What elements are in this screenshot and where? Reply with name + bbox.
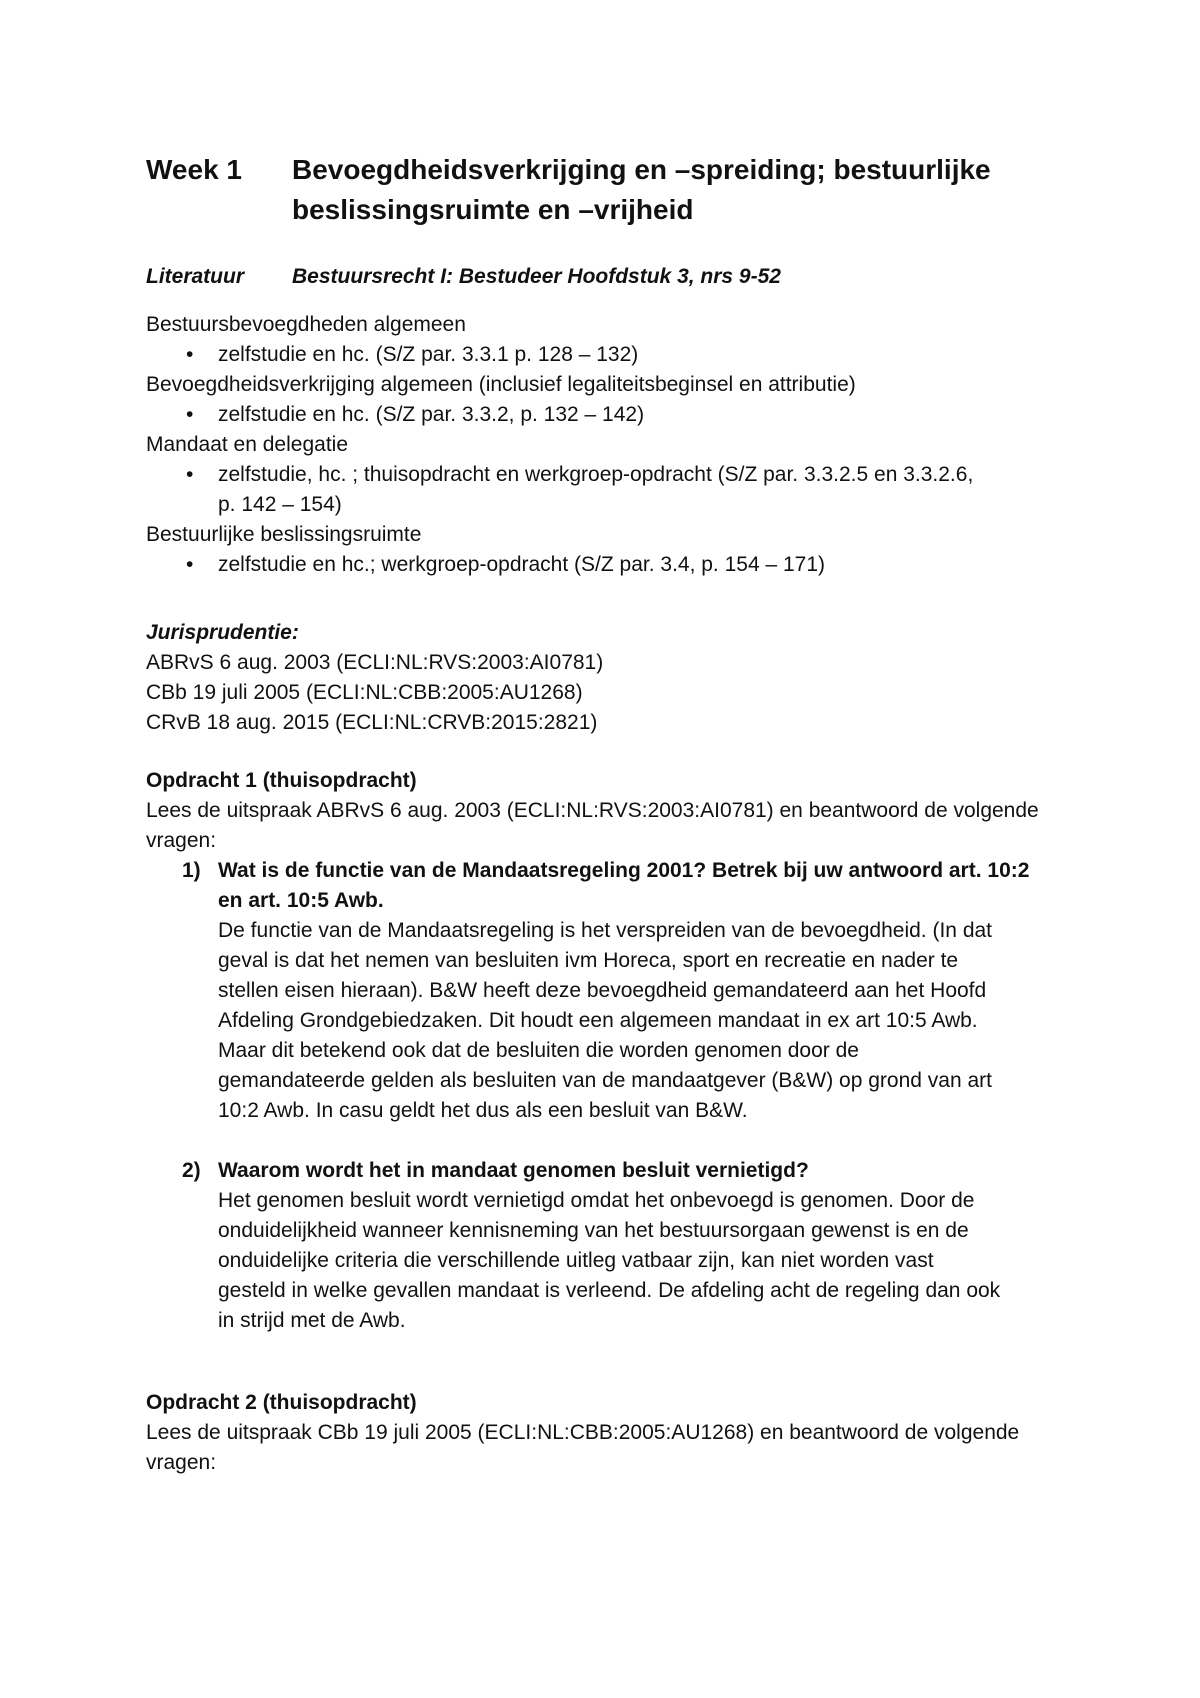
spacer [146,1126,1066,1156]
answer-2 [146,1186,1066,1336]
week-title: Bevoegdheidsverkrijging en –spreiding; bestuurlijke beslissingsruimte en –vrijheid [292,154,991,225]
answer-line: gesteld in welke gevallen mandaat is verleend. De afdeling acht de regeling dan ook [218,1279,1001,1302]
question-number: 1) [182,859,201,882]
topic-bullet: • zelfstudie en hc.; werkgroep-opdracht (S/Z par. 3.4, p. 154 – 171) [146,550,1066,580]
topic-heading: Bestuursbevoegdheden algemeen [146,313,466,336]
case-reference: ABRvS 6 aug. 2003 (ECLI:NL:RVS:2003:AI0781) [146,651,604,674]
assignment-intro: Lees de uitspraak ABRvS 6 aug. 2003 (ECLI:NL:RVS:2003:AI0781) en beantwoord de volgende [146,799,1039,822]
question-text: Waarom wordt het in mandaat genomen besluit vernietigd? [218,1159,809,1182]
jurisprudence-section [146,618,1066,738]
topic-heading: Bestuurlijke beslissingsruimte [146,523,422,546]
literature-value: Bestuursrecht I: Bestudeer Hoofdstuk 3, nrs 9-52 [292,265,781,288]
assignment-title: Opdracht 1 (thuisopdracht) [146,769,417,792]
question-2 [146,1156,1066,1186]
literature-label: Literatuur [146,265,245,288]
answer-line: onduidelijkheid wanneer kennisneming van het bestuursorgaan gewenst is en de [218,1219,969,1242]
answer-line: De functie van de Mandaatsregeling is het verspreiden van de bevoegdheid. (In dat [218,919,993,942]
answer-line: 10:2 Awb. In casu geldt het dus als een besluit van B&W. [218,1099,748,1122]
topic-heading: Bevoegdheidsverkrijging algemeen (inclusief legaliteitsbeginsel en attributie) [146,373,856,396]
answer-line: Afdeling Grondgebiedzaken. Dit houdt een algemeen mandaat in ex art 10:5 Awb. [218,1009,978,1032]
answer-1 [146,916,1066,1126]
assignment-intro: vragen: [146,1451,217,1474]
question-number: 2) [182,1159,201,1182]
assignment-intro: Lees de uitspraak CBb 19 juli 2005 (ECLI:NL:CBB:2005:AU1268) en beantwoord de volgende [146,1421,1020,1444]
topic-bullet: • zelfstudie en hc. (S/Z par. 3.3.2, p. 132 – 142) [146,400,1066,430]
case-reference: CBb 19 juli 2005 (ECLI:NL:CBB:2005:AU1268) [146,681,583,704]
assignment-intro: vragen: [146,829,217,852]
topic-heading: Mandaat en delegatie [146,433,348,456]
question-1 [146,856,1066,916]
topic-bullet: • zelfstudie, hc. ; thuisopdracht en werkgroep-opdracht (S/Z par. 3.3.2.5 en 3.3.2.6, [146,460,1066,490]
assignment-1 [146,766,1066,1336]
answer-line: geval is dat het nemen van besluiten ivm Horeca, sport en recreatie en nader te [218,949,959,972]
answer-line: Maar dit betekend ook dat de besluiten die worden genomen door de [218,1039,859,1062]
answer-line: onduidelijke criteria die verschillende uitleg vatbaar zijn, kan niet worden vast [218,1249,934,1272]
bullet-icon: • [186,343,194,366]
case-reference: CRvB 18 aug. 2015 (ECLI:NL:CRVB:2015:2821) [146,711,598,734]
question-text: en art. 10:5 Awb. [218,889,384,912]
assignment-2 [146,1388,1066,1478]
answer-line: Het genomen besluit wordt vernietigd omdat het onbevoegd is genomen. Door de [218,1189,975,1212]
week-label: Week 1 [146,154,242,185]
assignment-title: Opdracht 2 (thuisopdracht) [146,1391,417,1414]
answer-line: gemandateerde gelden als besluiten van de mandaatgever (B&W) op grond van art [218,1069,992,1092]
jurisprudence-label: Jurisprudentie: [146,621,299,644]
answer-line: stellen eisen hieraan). B&W heeft deze bevoegdheid gemandateerd aan het Hoofd [218,979,987,1002]
topic-bullet: • zelfstudie en hc. (S/Z par. 3.3.1 p. 128 – 132) [146,340,1066,370]
topic-bullet-continuation: p. 142 – 154) [218,493,342,516]
topics-list [146,310,1066,580]
answer-line: in strijd met de Awb. [218,1309,406,1332]
bullet-icon: • [186,463,194,486]
question-text: Wat is de functie van de Mandaatsregeling 2001? Betrek bij uw antwoord art. 10:2 [218,859,1030,882]
bullet-icon: • [186,553,194,576]
bullet-icon: • [186,403,194,426]
